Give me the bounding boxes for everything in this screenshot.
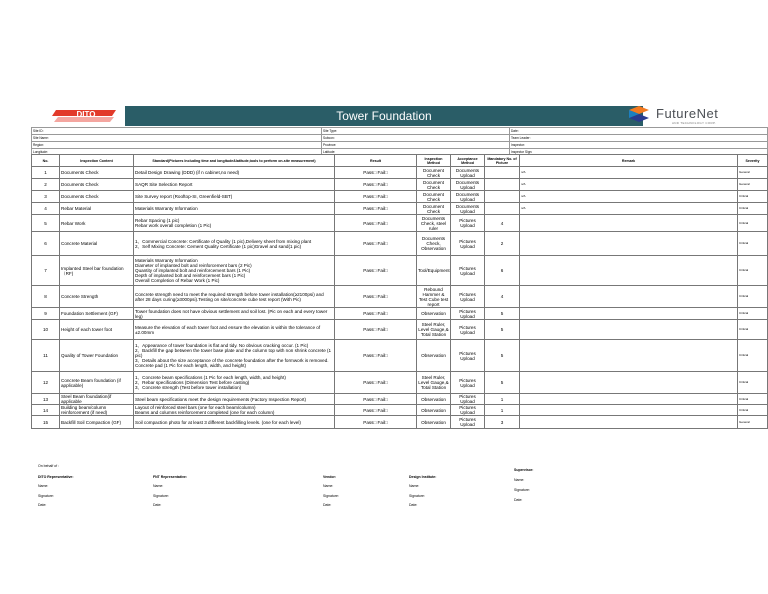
- page-title: Tower Foundation: [125, 106, 643, 126]
- dito-rep-label: DITO Representative:: [38, 475, 74, 479]
- design-institute-label: Design Institute:: [409, 475, 437, 479]
- cell-no: 15: [32, 416, 60, 429]
- cell-method: Observation: [417, 340, 451, 372]
- cell-method: Rebound Hammer & Test Cube test report: [417, 286, 451, 308]
- table-row: [32, 203, 768, 215]
- cell-standard: Layout of reinforced steel bars (one for each beam/column) Beams and columns reinforcement completed (one for each column): [134, 405, 335, 416]
- cell-method: Observation: [417, 308, 451, 320]
- info-row: [32, 128, 768, 135]
- cell-result[interactable]: Pass□ Fail□: [335, 215, 417, 232]
- table-row: [32, 179, 768, 191]
- cell-result[interactable]: Pass□ Fail□: [335, 372, 417, 394]
- design-signature-label: Signature:: [409, 494, 425, 498]
- cell-method: Observation: [417, 405, 451, 416]
- cell-pictures: 2: [485, 232, 520, 256]
- table-row: [32, 232, 768, 256]
- cell-content: Foundation Settlement (GF): [60, 308, 134, 320]
- cell-severity: Critical: [738, 286, 768, 308]
- cell-remark[interactable]: [520, 308, 738, 320]
- info-row: [32, 142, 768, 149]
- cell-standard: Soil compaction photo for at least 3 different backfilling levels. (one for each level): [134, 416, 335, 429]
- cell-acceptance: Pictures Upload: [451, 405, 485, 416]
- cell-content: Documents Check: [60, 167, 134, 179]
- cell-severity: Critical: [738, 203, 768, 215]
- cell-remark[interactable]: [520, 286, 738, 308]
- cell-no: 14: [32, 405, 60, 416]
- cell-result[interactable]: Pass□ Fail□: [335, 320, 417, 340]
- table-row: [32, 320, 768, 340]
- cell-standard: Detail Design Drawing (DDD) (if n cabinet,no need): [134, 167, 335, 179]
- supervisor-label: Supervisor:: [514, 468, 534, 472]
- column-header: Acceptance Method: [451, 155, 485, 167]
- cell-method: Documents Check, steel ruler: [417, 215, 451, 232]
- table-row: [32, 372, 768, 394]
- cell-result[interactable]: Pass□ Fail□: [335, 405, 417, 416]
- cell-standard: Steel beam specifications meet the design requirements (Factory Inspection Report): [134, 394, 335, 405]
- cell-severity: General: [738, 167, 768, 179]
- cell-no: 11: [32, 340, 60, 372]
- info-cell[interactable]: Province:: [322, 142, 510, 149]
- vendor-label: Vendor:: [323, 475, 337, 479]
- cell-content: Steel Beam foundation(if applicable: [60, 394, 134, 405]
- cell-no: 7: [32, 256, 60, 286]
- cell-standard: 1、Appearance of tower foundation is flat and tidy. No obvious cracking occur. (1 Pic) 2、Backfill the gap between the tower base plate and the column top with non shrink concrete (1 pic) 3、Details about the size acceptance of the concrete foundation after the formwork is removed. Concrete pad (1 Pic for each length, width, and height): [134, 340, 335, 372]
- table-row: [32, 340, 768, 372]
- table-row: [32, 416, 768, 429]
- cell-remark[interactable]: n/A: [520, 179, 738, 191]
- cell-pictures: 1: [485, 394, 520, 405]
- cell-standard: 1、Concrete beam specifications (1 Pic for each length, width, and height) 2、Rebar specifications (Dimension Test before casting) 3、Concrete strength (Test before tower installation): [134, 372, 335, 394]
- cell-no: 5: [32, 215, 60, 232]
- column-header: Inspection Content: [60, 155, 134, 167]
- column-header: Mandatory No. of Picture: [485, 155, 520, 167]
- info-cell[interactable]: Latitude:: [322, 149, 510, 156]
- vendor-name-label: Name:: [323, 484, 334, 488]
- cell-result[interactable]: Pass□ Fail□: [335, 167, 417, 179]
- cell-pictures: 4: [485, 286, 520, 308]
- cell-content: Documents Check: [60, 191, 134, 203]
- cell-standard: Materials Warranty Information: [134, 203, 335, 215]
- cell-no: 3: [32, 191, 60, 203]
- cell-acceptance: Pictures Upload: [451, 232, 485, 256]
- cell-method: Steel Ruler, Level Gauge,& Total Station: [417, 320, 451, 340]
- cell-acceptance: Documents Upload: [451, 167, 485, 179]
- cell-remark[interactable]: [520, 405, 738, 416]
- cell-acceptance: Pictures Upload: [451, 286, 485, 308]
- cell-severity: Critical: [738, 394, 768, 405]
- table-row: [32, 308, 768, 320]
- vendor-signature-label: Signature:: [323, 494, 339, 498]
- cell-remark[interactable]: [520, 416, 738, 429]
- cell-standard: Concrete strength need to meet the required strength before tower installation(≥2100psi) and after 28 days curing(≥3000psi).Testing on site/concrete cube test report (With Pic): [134, 286, 335, 308]
- info-cell[interactable]: Inspector Sign:: [510, 149, 768, 156]
- cell-severity: Critical: [738, 405, 768, 416]
- column-header: No.: [32, 155, 60, 167]
- cell-method: Document Check: [417, 167, 451, 179]
- table-row: [32, 405, 768, 416]
- cell-acceptance: Pictures Upload: [451, 416, 485, 429]
- table-row: [32, 215, 768, 232]
- cell-result[interactable]: Pass□ Fail□: [335, 308, 417, 320]
- supervisor-signature-label: Signature:: [514, 488, 530, 492]
- info-cell[interactable]: Site Name:: [32, 135, 322, 142]
- cell-pictures: 4: [485, 215, 520, 232]
- site-info-table: [31, 127, 768, 156]
- cell-pictures: 5: [485, 308, 520, 320]
- cell-pictures: 3: [485, 416, 520, 429]
- column-header: Severity: [738, 155, 768, 167]
- table-row: [32, 286, 768, 308]
- supervisor-date-label: Date:: [514, 498, 523, 502]
- cell-remark[interactable]: [520, 215, 738, 232]
- cell-content: Implanted Steel bar foundation （RF): [60, 256, 134, 286]
- cell-no: 1: [32, 167, 60, 179]
- cell-severity: Critical: [738, 256, 768, 286]
- cell-severity: Critical: [738, 320, 768, 340]
- cell-method: Document Check: [417, 203, 451, 215]
- cell-no: 6: [32, 232, 60, 256]
- cell-remark[interactable]: [520, 232, 738, 256]
- cell-no: 9: [32, 308, 60, 320]
- dito-name-label: Name:: [38, 484, 49, 488]
- fnt-rep-label: FNT Representative:: [153, 475, 188, 479]
- cell-content: Rebar Work: [60, 215, 134, 232]
- cell-acceptance: Documents Upload: [451, 179, 485, 191]
- dito-signature-label: Signature:: [38, 494, 54, 498]
- info-cell[interactable]: Region:: [32, 142, 322, 149]
- cell-severity: Critical: [738, 215, 768, 232]
- cell-result[interactable]: Pass□ Fail□: [335, 256, 417, 286]
- cell-acceptance: Pictures Upload: [451, 394, 485, 405]
- cell-standard: Materials Warranty Information Diameter of implanted bolt and reinforcement bars (2 Pic) Quantity of implanted bolt and reinforcement bars (1 Pic) Depth of implanted bolt and reinforcement bars (1 Pic) Overall Completion of Rebar Work (1 Pic): [134, 256, 335, 286]
- cell-acceptance: Pictures Upload: [451, 372, 485, 394]
- cell-standard: Rebar Spacing (1 pic) Rebar work overall completion (1 Pic): [134, 215, 335, 232]
- cell-acceptance: Documents Upload: [451, 191, 485, 203]
- cell-result[interactable]: Pass□ Fail□: [335, 232, 417, 256]
- cell-standard: Site Survey report (Rooftop-SI, Greenfield-SBT): [134, 191, 335, 203]
- futurenet-logo-text: FutureNet: [656, 106, 719, 121]
- cell-remark[interactable]: [520, 320, 738, 340]
- cell-result[interactable]: Pass□ Fail□: [335, 286, 417, 308]
- cell-acceptance: Pictures Upload: [451, 256, 485, 286]
- cell-method: Observation: [417, 416, 451, 429]
- cell-no: 13: [32, 394, 60, 405]
- info-cell[interactable]: Inspector:: [510, 142, 768, 149]
- fnt-signature-label: Signature:: [153, 494, 169, 498]
- cell-pictures: 5: [485, 372, 520, 394]
- cell-result[interactable]: Pass□ Fail□: [335, 191, 417, 203]
- cell-content: Backfill Soil Compaction (GF): [60, 416, 134, 429]
- column-header: Remark: [520, 155, 738, 167]
- cell-method: Document Check: [417, 179, 451, 191]
- cell-remark[interactable]: [520, 372, 738, 394]
- inspection-table: [31, 154, 768, 429]
- info-row: [32, 135, 768, 142]
- supervisor-name-label: Name:: [514, 478, 525, 482]
- cell-standard: Tower foundation does not have obvious settlement and soil lost. (Pic on each and every tower leg): [134, 308, 335, 320]
- table-row: [32, 394, 768, 405]
- column-header: Standard(Pictures Including time and longitude&latitude,tools to perform on-site measurement): [134, 155, 335, 167]
- cell-result[interactable]: Pass□ Fail□: [335, 416, 417, 429]
- cell-pictures: 5: [485, 340, 520, 372]
- info-cell[interactable]: Site Type:: [322, 128, 510, 135]
- cell-no: 8: [32, 286, 60, 308]
- fnt-name-label: Name:: [153, 484, 164, 488]
- cell-pictures: [485, 203, 520, 215]
- cell-standard: SAQR Site Selection Report: [134, 179, 335, 191]
- info-cell[interactable]: Date:: [510, 128, 768, 135]
- cell-severity: Critical: [738, 191, 768, 203]
- cell-method: Document Check: [417, 191, 451, 203]
- info-cell[interactable]: Team Leader:: [510, 135, 768, 142]
- cell-standard: Measure the elevation of each tower foot and ensure the elevation is within the tolerance of ±2.00mm: [134, 320, 335, 340]
- cell-result[interactable]: Pass□ Fail□: [335, 394, 417, 405]
- table-row: [32, 191, 768, 203]
- cell-no: 2: [32, 179, 60, 191]
- table-row: [32, 167, 768, 179]
- cell-standard: 1、Commercial Concrete: Certificate of Quality (1 pic),Delivery sheet from mixing plant 2、Self Mixing Concrete: Cement Quality Certificate (1 pic)Gravel and sand(1 pic): [134, 232, 335, 256]
- dito-date-label: Date:: [38, 503, 47, 507]
- cell-severity: General: [738, 179, 768, 191]
- cell-severity: Critical: [738, 232, 768, 256]
- cell-method: Documents Check, Observation: [417, 232, 451, 256]
- dito-logo: [50, 106, 122, 126]
- cell-acceptance: Documents Upload: [451, 203, 485, 215]
- cell-remark[interactable]: n/A: [520, 167, 738, 179]
- cell-no: 4: [32, 203, 60, 215]
- cell-content: Concrete Strength: [60, 286, 134, 308]
- cell-remark[interactable]: [520, 256, 738, 286]
- cell-content: Height of each tower foot: [60, 320, 134, 340]
- design-date-label: Date:: [409, 503, 418, 507]
- cell-acceptance: Pictures Upload: [451, 340, 485, 372]
- cell-pictures: [485, 179, 520, 191]
- futurenet-logo-subtitle: AND TECHNOLOGY CORP.: [672, 121, 717, 125]
- cell-acceptance: Pictures Upload: [451, 308, 485, 320]
- cell-severity: Critical: [738, 340, 768, 372]
- cell-pictures: 1: [485, 405, 520, 416]
- cell-acceptance: Pictures Upload: [451, 320, 485, 340]
- cell-severity: Critical: [738, 372, 768, 394]
- cell-remark[interactable]: [520, 340, 738, 372]
- cell-result[interactable]: Pass□ Fail□: [335, 340, 417, 372]
- cell-no: 12: [32, 372, 60, 394]
- cell-pictures: [485, 191, 520, 203]
- cell-severity: General: [738, 416, 768, 429]
- table-header-row: [32, 155, 768, 167]
- cell-remark[interactable]: n/A: [520, 203, 738, 215]
- design-name-label: Name:: [409, 484, 420, 488]
- column-header: Result: [335, 155, 417, 167]
- cell-content: Quality of Tower Foundation: [60, 340, 134, 372]
- cell-method: Tool/Equipment: [417, 256, 451, 286]
- table-row: [32, 256, 768, 286]
- cell-acceptance: Pictures Upload: [451, 215, 485, 232]
- cell-remark[interactable]: [520, 394, 738, 405]
- cell-no: 10: [32, 320, 60, 340]
- vendor-date-label: Date:: [323, 503, 332, 507]
- cell-content: Documents Check: [60, 179, 134, 191]
- info-cell[interactable]: Subcon:: [322, 135, 510, 142]
- cell-content: Building beam/column reinforcement (if need): [60, 405, 134, 416]
- info-cell[interactable]: Longitude:: [32, 149, 322, 156]
- cell-content: Rebar Material: [60, 203, 134, 215]
- cell-remark[interactable]: n/A: [520, 191, 738, 203]
- cell-severity: Critical: [738, 308, 768, 320]
- dito-logo-text: DITO: [76, 110, 96, 119]
- cell-content: Concrete Beam foundation (if applicable): [60, 372, 134, 394]
- cell-content: Concrete Material: [60, 232, 134, 256]
- cell-pictures: 6: [485, 256, 520, 286]
- cell-method: Observation: [417, 394, 451, 405]
- cell-result[interactable]: Pass□ Fail□: [335, 203, 417, 215]
- cell-method: Steel Ruler, Level Gauge,& Total Station: [417, 372, 451, 394]
- cell-result[interactable]: Pass□ Fail□: [335, 179, 417, 191]
- info-cell[interactable]: Site ID:: [32, 128, 322, 135]
- column-header: Inspection Method: [417, 155, 451, 167]
- on-behalf-label: On behalf of :: [38, 464, 60, 468]
- cell-pictures: 5: [485, 320, 520, 340]
- fnt-date-label: Date:: [153, 503, 162, 507]
- cell-pictures: [485, 167, 520, 179]
